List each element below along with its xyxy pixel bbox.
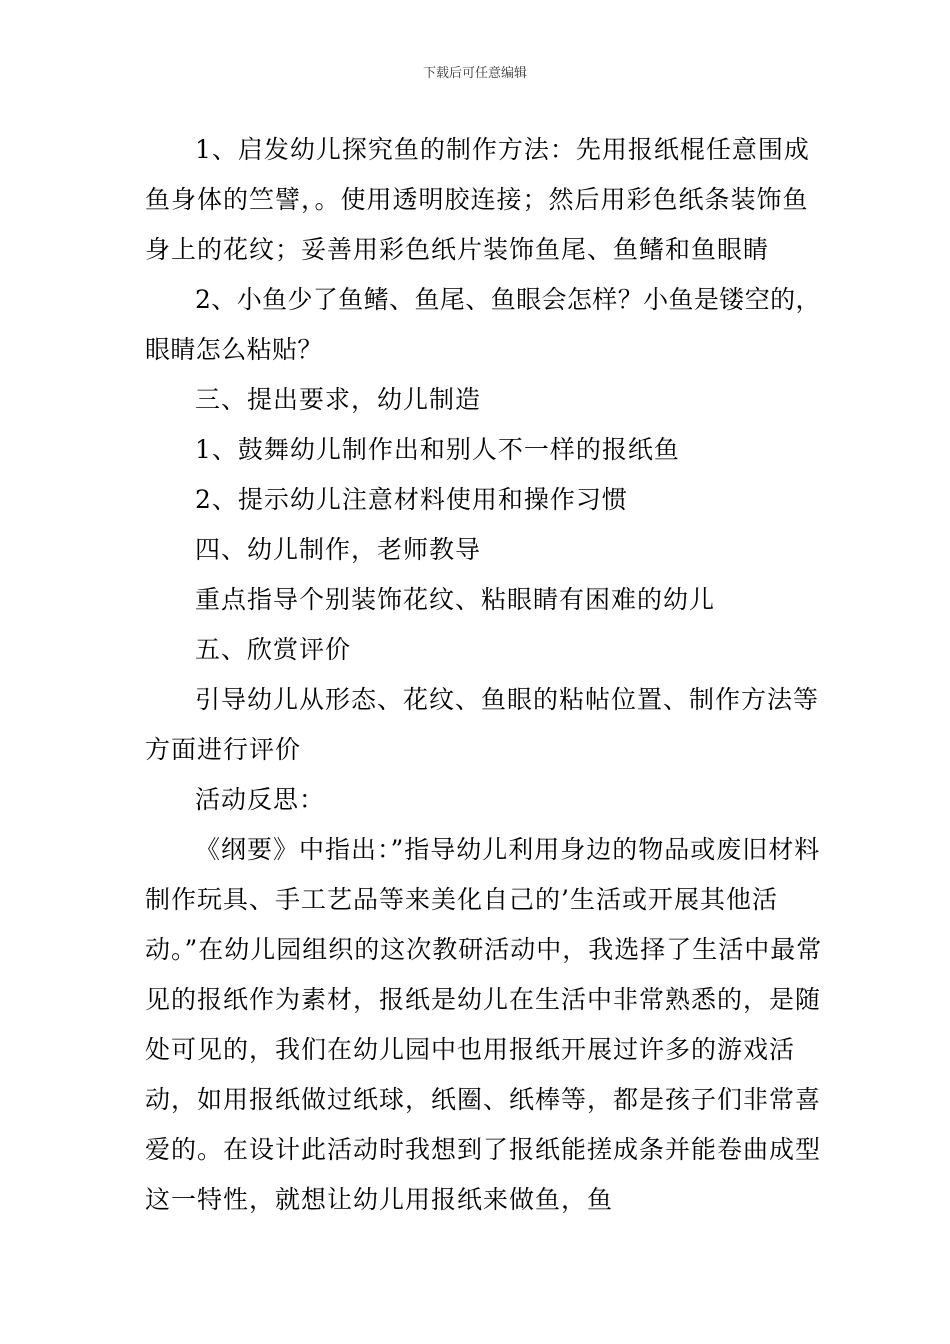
document-body xyxy=(145,125,825,1225)
paragraph-6: 四、幼儿制作，老师教导 xyxy=(195,535,482,564)
paragraph-10: 活动反思： xyxy=(195,785,326,814)
paragraph-2: 2、小鱼少了鱼鳍、鱼尾、鱼眼会怎样？小鱼是镂空的，眼睛怎么粘贴？ xyxy=(145,285,821,364)
paragraph-5: 2、提示幼儿注意材料使用和操作习惯 xyxy=(195,485,628,514)
paragraph-9: 引导幼儿从形态、花纹、鱼眼的粘帖位置、制作方法等方面进行评价 xyxy=(145,685,820,764)
paragraph-3: 三、提出要求，幼儿制造 xyxy=(195,385,482,414)
page-header: 下载后可任意编辑 xyxy=(422,66,527,81)
paragraph-7: 重点指导个别装饰花纹、粘眼睛有困难的幼儿 xyxy=(195,585,716,614)
paragraph-1: 1、启发幼儿探究鱼的制作方法：先用报纸棍任意围成鱼身体的竺譬，。使用透明胶连接；然后用彩色纸条装饰鱼身上的花纹；妥善用彩色纸片装饰鱼尾、鱼鳍和鱼眼睛 xyxy=(145,135,810,264)
paragraph-8: 五、欣赏评价 xyxy=(195,635,352,664)
paragraph-11: 《纲要》中指出：”指导幼儿利用身边的物品或废旧材料制作玩具、手工艺品等来美化自己的’生活或开展其他活动。”在幼儿园组织的这次教研活动中，我选择了生活中最常见的报纸作为素材，报纸是幼儿在生活中非常熟悉的，是随处可见的，我们在幼儿园中也用报纸开展过许多的游戏活动，如用报纸做过纸球，纸圈、纸棒等，都是孩子们非常喜爱的。在设计此活动时我想到了报纸能搓成条并能卷曲成型这一特性，就想让幼儿用报纸来做鱼，鱼 xyxy=(145,835,823,1214)
paragraph-4: 1、鼓舞幼儿制作出和别人不一样的报纸鱼 xyxy=(195,435,680,464)
